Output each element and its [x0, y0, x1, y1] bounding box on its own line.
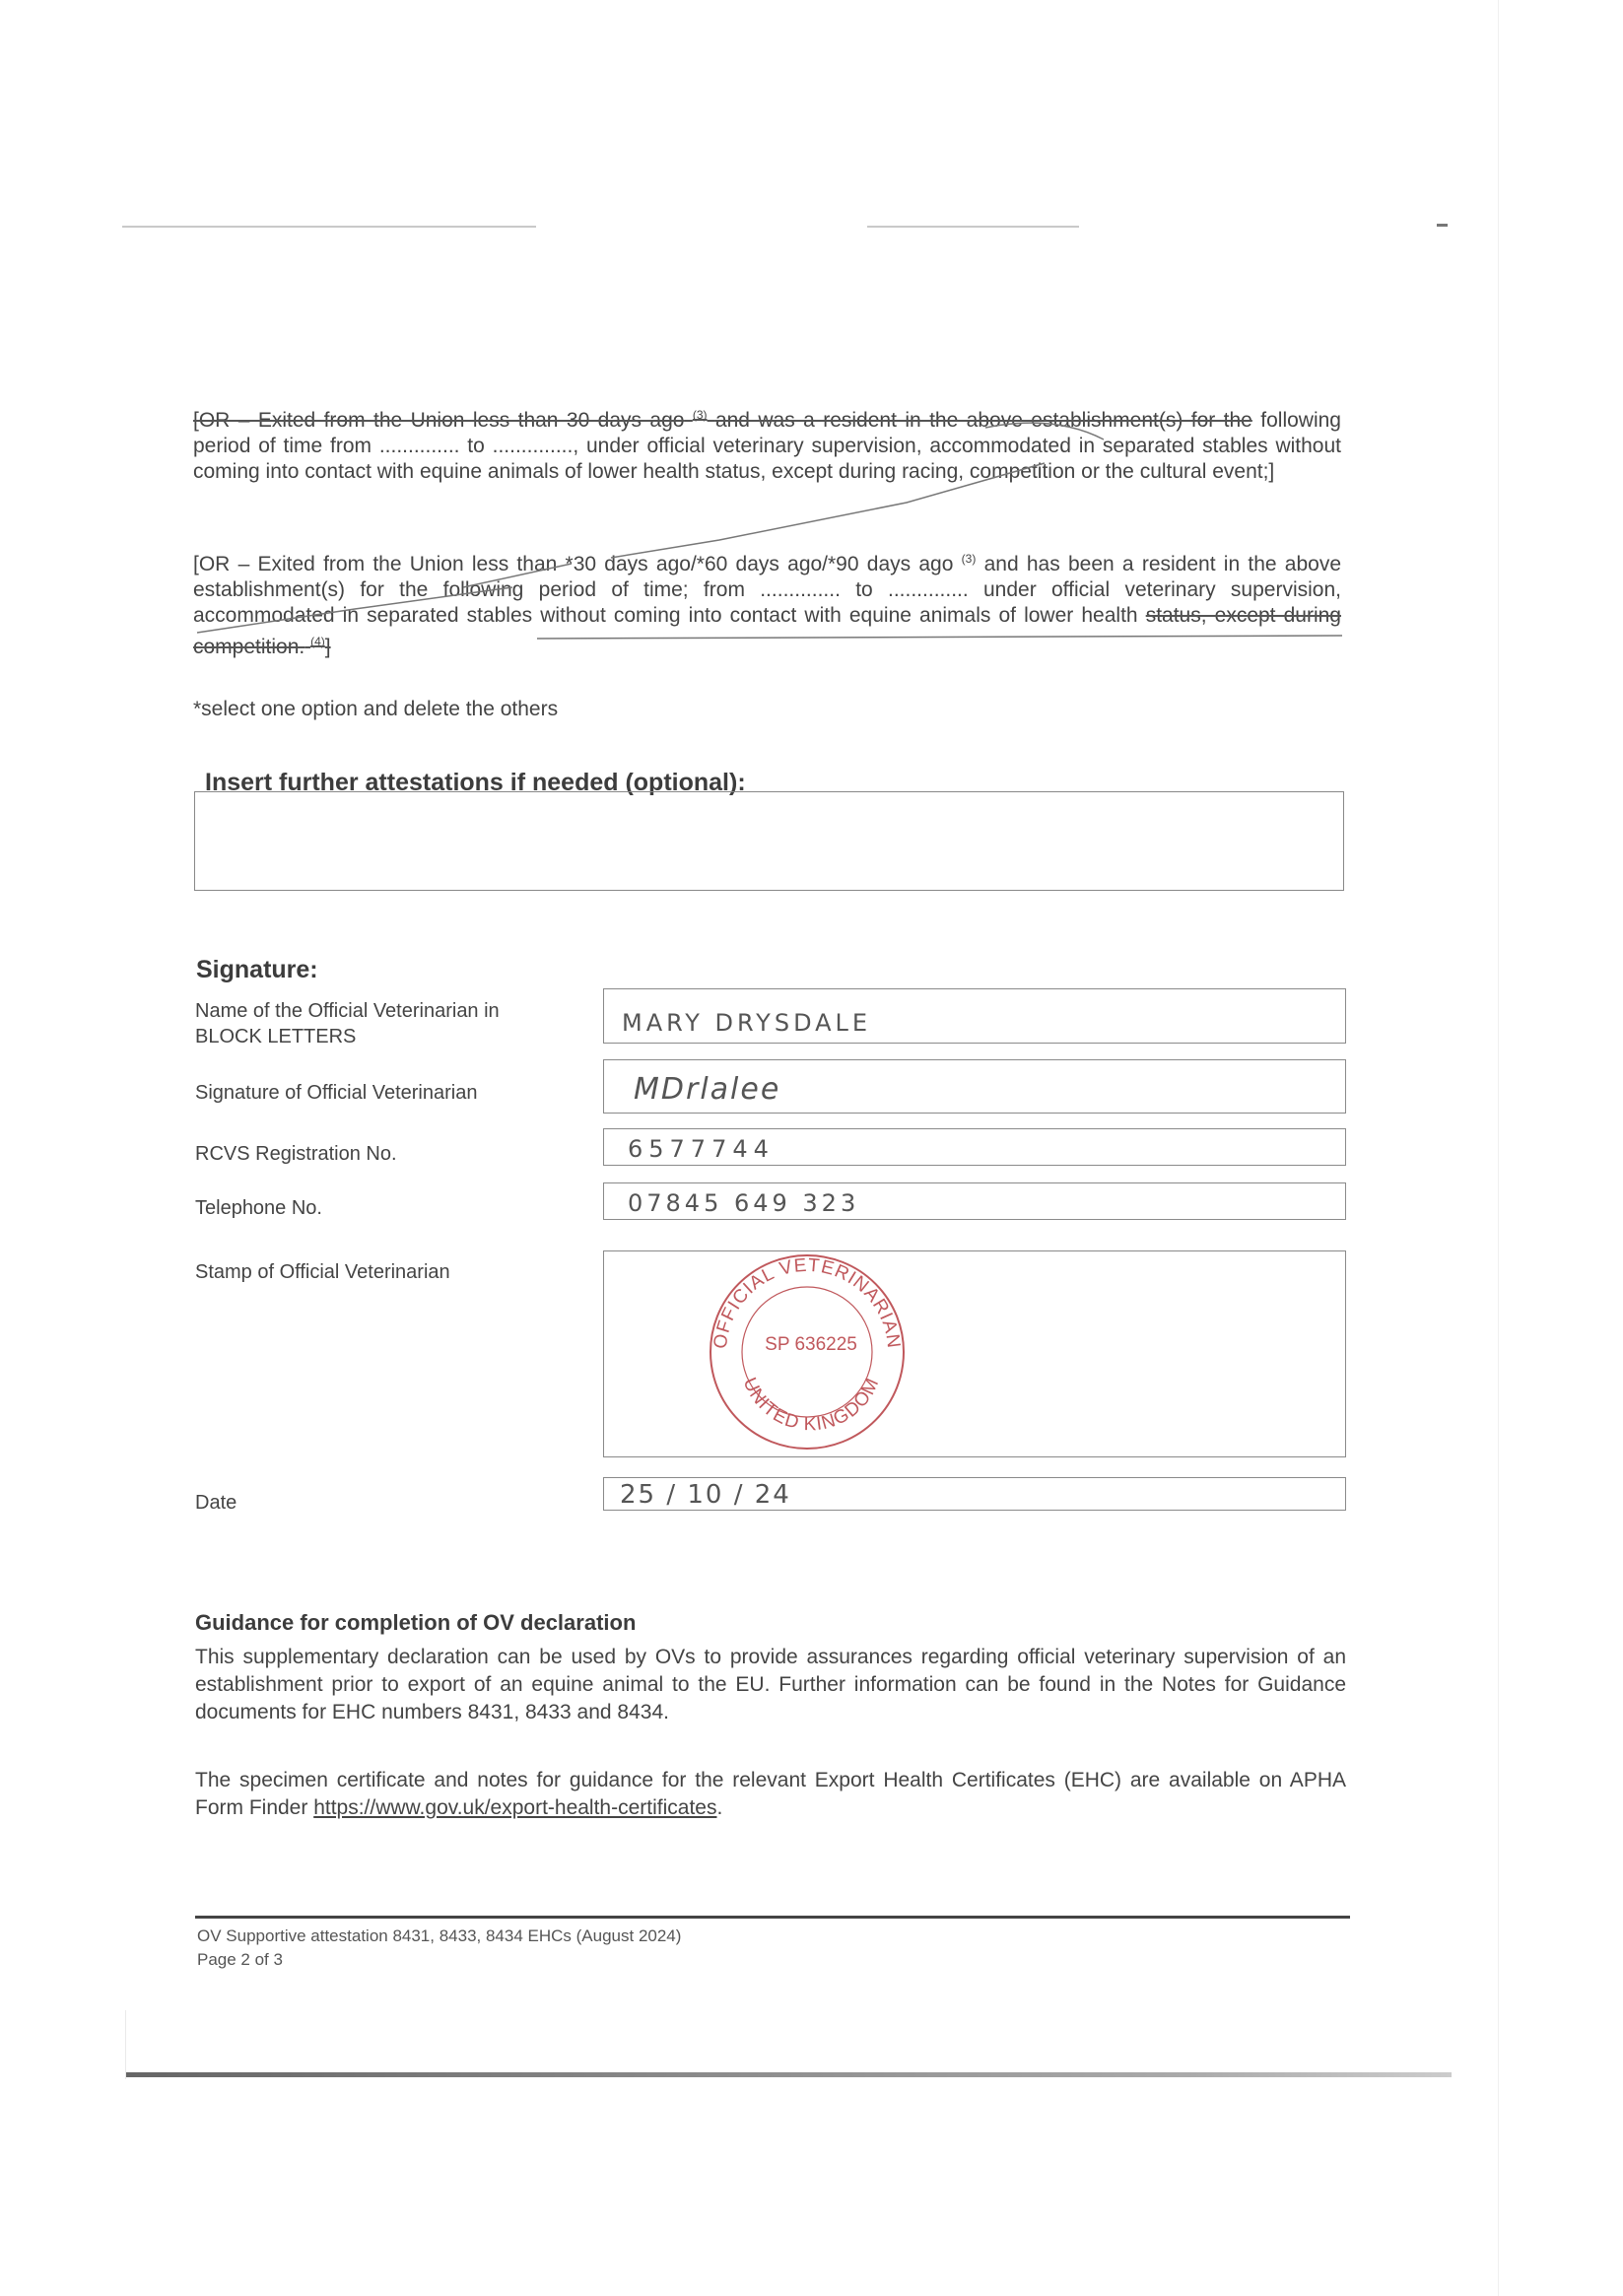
stamp-number: SP 636225 — [765, 1334, 857, 1355]
signature-field[interactable] — [603, 1059, 1346, 1114]
guidance-paragraph-2: The specimen certificate and notes for guidance for the relevant Export Health Certificates (EHC) are available on APHA Form Finder https://www.gov.uk/export-health-certificates. — [195, 1769, 1346, 1819]
stamp-label: Stamp of Official Veterinarian — [195, 1261, 450, 1283]
select-option-note: *select one option and delete the others — [193, 698, 559, 720]
attestations-title: Insert further attestations if needed (optional): — [205, 769, 746, 796]
telephone-label: Telephone No. — [195, 1197, 322, 1219]
name-value: MARY DRYSDALE — [622, 1009, 872, 1037]
attestations-input[interactable] — [194, 791, 1344, 891]
option-1-body: following period of time from .............. to .............., under official veterinary supervision, accommodated in separated stables without coming into contact with equine animals of lower health status, except during racing, competition or the cultural event;] — [193, 409, 1341, 483]
date-label: Date — [195, 1492, 237, 1514]
scan-artifact-bottom — [126, 2072, 1452, 2077]
scan-artifact-edge — [125, 2010, 126, 2079]
signature-label: Signature of Official Veterinarian — [195, 1082, 478, 1104]
stamp-top-text: OFFICIAL VETERINARIAN — [710, 1254, 905, 1350]
signature-heading: Signature: — [196, 956, 318, 983]
stamp-field[interactable] — [603, 1250, 1346, 1457]
date-field[interactable] — [603, 1477, 1346, 1511]
rcvs-label: RCVS Registration No. — [195, 1143, 397, 1165]
svg-text:UNITED KINGDOM — [739, 1375, 884, 1435]
name-label: Name of the Official Veterinarian in BLOCK LETTERS — [195, 1000, 500, 1047]
paragraph-option-2: [OR – Exited from the Union less than *30 days ago/*60 days ago/*90 days ago $^{(3)}$ and has been a resident in the above establishment(s) for the following period of time; from .............. to .............. under official veterinary supervision, accommodated in separated stables without coming into contact with equine animals of lower health status, except during competition. $^{(4)}$] — [193, 552, 1342, 658]
official-stamp — [703, 1248, 910, 1454]
option-1-struck-text: [OR – Exited from the Union less than 30 days ago $^{(3)}$ and was a resident in the above establishment(s) for the — [193, 408, 1252, 432]
guidance-paragraph-1: This supplementary declaration can be used by OVs to provide assurances regarding official veterinary supervision of an establishment prior to export of an equine animal to the EU. Further information can be found in the Notes for Guidance documents for EHC numbers 8431, 8433 and 8434. — [195, 1646, 1346, 1723]
telephone-value: 07845 649 323 — [628, 1189, 860, 1217]
rcvs-field[interactable] — [603, 1128, 1346, 1166]
telephone-field[interactable] — [603, 1182, 1346, 1220]
guidance-title: Guidance for completion of OV declaration — [195, 1610, 637, 1635]
option-2-struck-text: status, except during competition. $^{(4)}$] — [193, 604, 1341, 658]
form-finder-link[interactable]: https://www.gov.uk/export-health-certificates — [313, 1796, 717, 1819]
name-field[interactable] — [603, 988, 1346, 1044]
date-value: 25 / 10 / 24 — [620, 1480, 791, 1510]
footer-page-number: Page 2 of 3 — [197, 1950, 283, 1969]
stamp-bottom-text: UNITED KINGDOM — [738, 1374, 884, 1436]
footer-document-title: OV Supportive attestation 8431, 8433, 8434 EHCs (August 2024) — [197, 1926, 682, 1945]
footer-rule — [195, 1916, 1350, 1919]
rcvs-value: 6577744 — [628, 1135, 775, 1163]
signature-value: MDrlalee — [634, 1072, 781, 1107]
